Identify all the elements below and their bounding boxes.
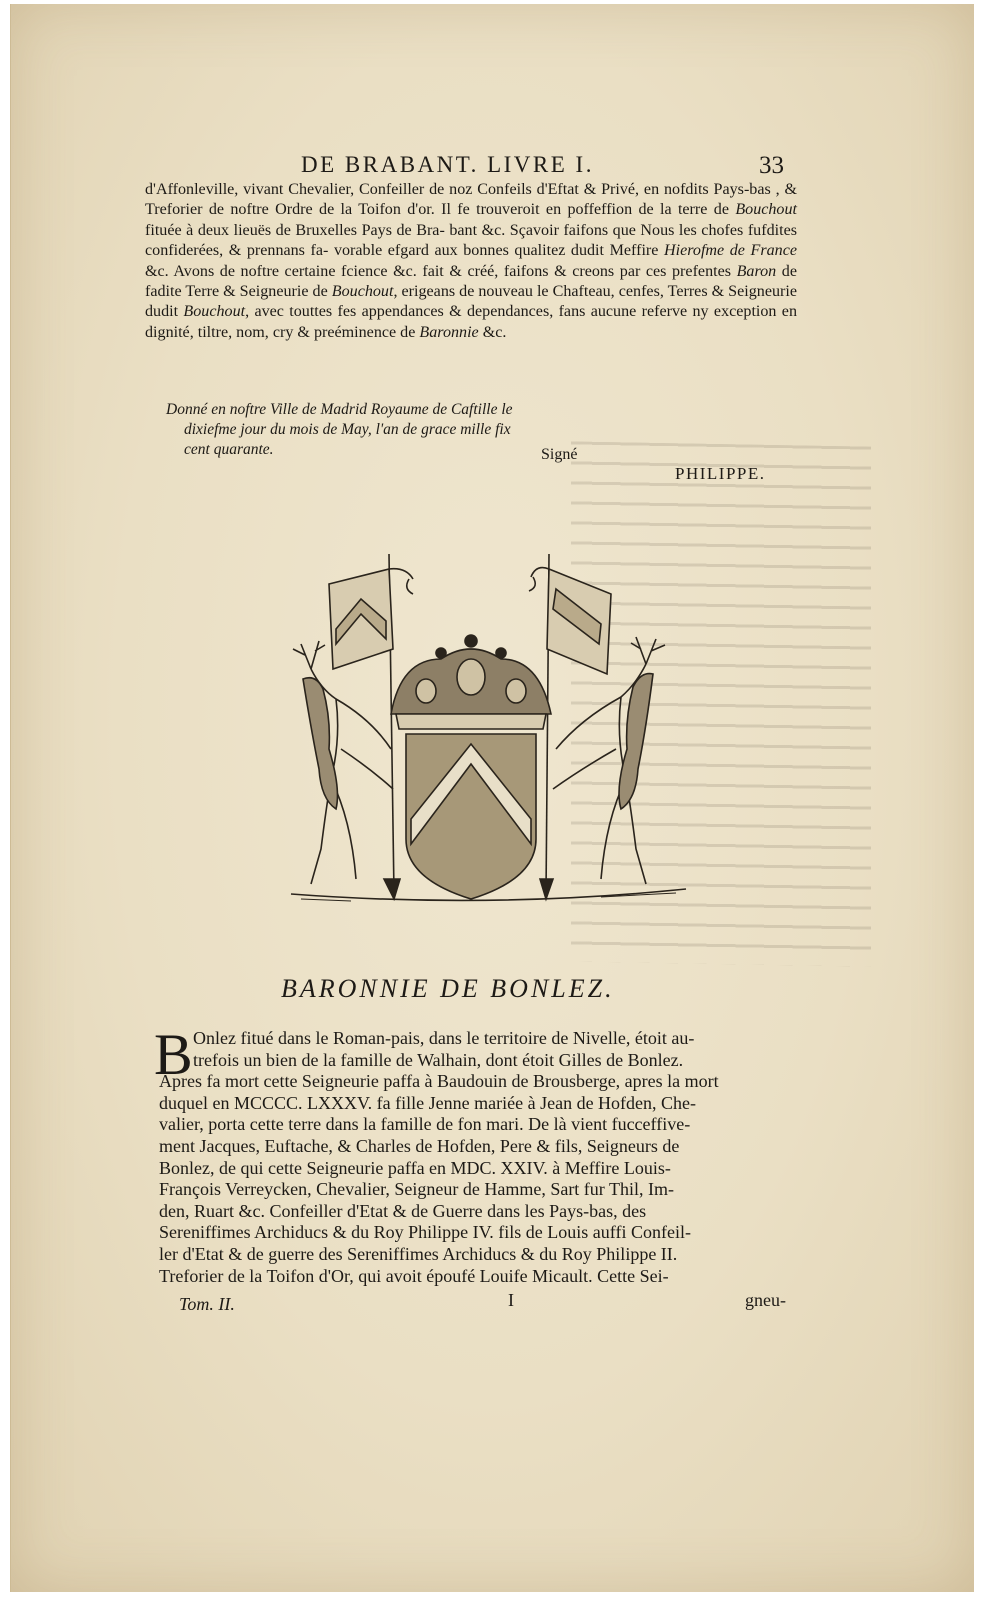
- text-line: Terres & Seigneurie dudit: [145, 283, 797, 321]
- text-line: en poffeffion de la terre de: [545, 201, 736, 219]
- page-sheet: [10, 4, 974, 1592]
- drop-cap: B: [154, 1022, 193, 1087]
- place-name: Bouchout: [331, 283, 394, 301]
- king-signature: PHILIPPE.: [675, 464, 766, 483]
- text-line: &c.: [478, 323, 507, 341]
- left-stag-supporter: [293, 641, 393, 884]
- catchword: gneu-: [745, 1290, 786, 1310]
- running-title: DE BRABANT. LIVRE I.: [301, 152, 594, 177]
- text-line: bant &c. Sçavoir faifons que Nous les chofes fufdites confiderées, & prennans fa-: [145, 221, 797, 260]
- text-line: , erigeans de nouveau le Chafteau, cenfes,: [393, 283, 664, 301]
- text-line: nofdits Pays-bas , & Treforier de noftre Ordre de la Toifon d'or. Il fe trouveroit: [145, 181, 797, 219]
- text-line: , avec touttes fes appendances & dependances,: [245, 303, 554, 321]
- title-word: Baronnie: [419, 323, 479, 341]
- section-body: [159, 1028, 795, 1287]
- title-word: Baron: [736, 262, 777, 280]
- text-line: noftre certaine fcience &c. fait & créé, faifons & creons par ces prefentes: [240, 262, 737, 280]
- upper-text-block: [145, 180, 797, 343]
- text-line: ment Jacques, Euftache, & Charles de Hofden, Pere & fils, Seigneurs de: [159, 1135, 680, 1156]
- text-line: trefois un bien de la famille de Walhain, dont étoit Gilles de Bonlez.: [193, 1049, 684, 1070]
- text-line: d'Affonleville, vivant Chevalier, Confeiller de noz Confeils d'Eftat & Privé, en: [145, 181, 660, 198]
- dating-line: cent quarante.: [184, 441, 274, 458]
- dating-clause: [166, 400, 566, 460]
- text-line: fituée à deux lieuës de Bruxelles Pays de Bra-: [145, 221, 445, 239]
- text-line: duquel en MCCCC. LXXXV. fa fille Jenne mariée à Jean de Hofden, Che-: [159, 1092, 697, 1113]
- text-line: fans aucune referve ny exception en dignité, tiltre, nom, cry & preéminence de: [145, 303, 798, 341]
- text-line: valier, porta cette terre dans la famille de fon mari. De là vient fucceffive-: [159, 1114, 691, 1135]
- volume-mark: Tom. II.: [179, 1294, 235, 1314]
- place-name: Bouchout: [735, 201, 797, 219]
- text-line: Sereniffimes Archiducs & du Roy Philippe IV. fils de Louis auffi Confeil-: [159, 1222, 691, 1243]
- text-line: den, Ruart &c. Confeiller d'Etat & de Guerre dans les Pays-bas, des: [159, 1200, 647, 1221]
- text-line: Apres fa mort cette Seigneurie paffa à Baudouin de Brousberge, apres la mort: [159, 1071, 719, 1092]
- text-line: ler d'Etat & de guerre des Sereniffimes Archiducs & du Roy Philippe II.: [159, 1243, 678, 1264]
- right-stag-supporter: [553, 637, 665, 884]
- text-line: de: [776, 262, 797, 280]
- signed-label: Signé: [541, 446, 578, 463]
- text-line: Bonlez, de qui cette Seigneurie paffa en MDC. XXIV. à Meffire Louis-: [159, 1157, 671, 1178]
- section-title: BARONNIE DE BONLEZ.: [281, 974, 615, 1003]
- text-line: Treforier de la Toifon d'Or, qui avoit époufé Louife Micault. Cette Sei-: [159, 1265, 669, 1286]
- text-line: Onlez fitué dans le Roman-pais, dans le territoire de Nivelle, étoit au-: [193, 1028, 695, 1048]
- place-name: Bouchout: [183, 303, 246, 321]
- signature-mark: I: [508, 1290, 514, 1310]
- text-line: vorable efgard aux bonnes qualitez dudit Meffire: [333, 242, 664, 260]
- text-line: François Verreycken, Chevalier, Seigneur de Hamme, Sart fur Thil, Im-: [159, 1179, 674, 1200]
- text-line: fadite Terre & Seigneurie de: [145, 283, 332, 301]
- text-line: &c. Avons de: [145, 262, 235, 280]
- person-name: Hierofme de France: [664, 242, 797, 260]
- coat-of-arms-engraving: [281, 549, 701, 919]
- dating-line: Donné en noftre Ville de Madrid Royaume de Caftille le: [166, 401, 513, 418]
- page-number: 33: [759, 152, 784, 179]
- dating-line: dixiefme jour du mois de May, l'an de grace mille fix: [184, 421, 511, 438]
